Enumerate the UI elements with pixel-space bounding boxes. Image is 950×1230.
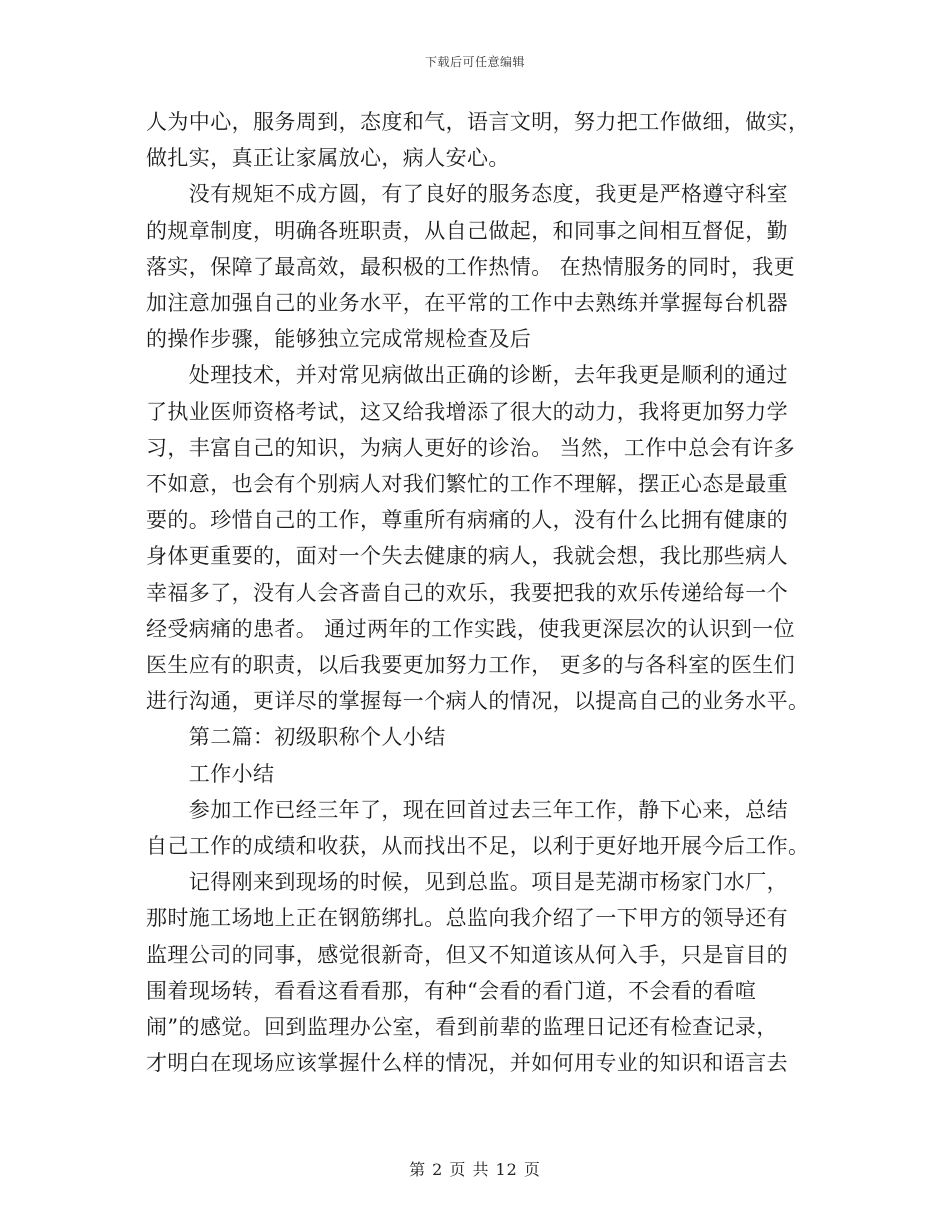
text-line: 闹”的感觉。回到监理办公室，看到前辈的监理日记还有检查记录， — [146, 1015, 778, 1040]
subsection-heading: 工作小结 — [146, 761, 275, 786]
text-line: 围着现场转，看看这看看那，有种“会看的看门道，不会看的看喧 — [146, 978, 757, 1003]
text-line: 做扎实，真正让家属放心，病人安心。 — [146, 146, 510, 171]
text-line: 了执业医师资格考试，这又给我增添了很大的动力，我将更加努力学 — [146, 399, 788, 424]
text-line: 医生应有的职责，以后我要更加努力工作， 更多的与各科室的医生们 — [146, 653, 796, 678]
text-line: 进行沟通，更详尽的掌握每一个病人的情况，以提高自己的业务水平。 — [146, 689, 810, 714]
page-number-total: 12 — [495, 1160, 518, 1179]
section-heading: 第二篇：初级职称个人小结 — [146, 725, 446, 750]
text-line: 的操作步骤，能够独立完成常规检查及后 — [146, 327, 532, 352]
text-line: 那时施工场地上正在钢筋绑扎。总监向我介绍了一下甲方的领导还有 — [146, 906, 788, 931]
text-line: 落实，保障了最高效，最积极的工作热情。 在热情服务的同时，我更 — [146, 254, 796, 279]
page-number-prefix: 第 — [409, 1160, 427, 1179]
text-line: 参加工作已经三年了，现在回首过去三年工作，静下心来，总结 — [146, 797, 788, 822]
text-line: 的规章制度，明确各班职责，从自己做起，和同事之间相互督促，勤 — [146, 218, 788, 243]
text-line: 身体更重要的，面对一个失去健康的病人，我就会想，我比那些病人 — [146, 544, 788, 569]
page-number-middle: 页 共 — [449, 1160, 490, 1179]
page-footer — [0, 1157, 950, 1180]
text-line: 自己工作的成绩和收获，从而找出不足，以利于更好地开展今后工作。 — [146, 834, 810, 859]
page-number-suffix: 页 — [523, 1160, 541, 1179]
text-line: 经受病痛的患者。 通过两年的工作实践，使我更深层次的认识到一位 — [146, 616, 796, 641]
text-line: 习，丰富自己的知识，为病人更好的诊治。 当然，工作中总会有许多 — [146, 435, 796, 460]
text-line: 加注意加强自己的业务水平，在平常的工作中去熟练并掌握每台机器 — [146, 291, 788, 316]
text-line: 才明白在现场应该掌握什么样的情况，并如何用专业的知识和语言去 — [146, 1051, 788, 1076]
text-line: 人为中心，服务周到，态度和气，语言文明，努力把工作做细，做实， — [146, 110, 810, 134]
text-line: 幸福多了，没有人会吝啬自己的欢乐，我要把我的欢乐传递给每一个 — [146, 580, 788, 605]
text-line: 没有规矩不成方圆，有了良好的服务态度，我更是严格遵守科室 — [146, 182, 788, 207]
text-line: 要的。珍惜自己的工作，尊重所有病痛的人，没有什么比拥有健康的 — [146, 508, 788, 533]
text-line: 不如意，也会有个别病人对我们繁忙的工作不理解，摆正心态是最重 — [146, 472, 788, 497]
text-line: 处理技术，并对常见病做出正确的诊断，去年我更是顺利的通过 — [146, 363, 788, 388]
text-line: 记得刚来到现场的时候，见到总监。项目是芜湖市杨家门水厂， — [146, 870, 788, 895]
page-header: 下载后可任意编辑 — [424, 55, 525, 69]
text-line: 监理公司的同事，感觉很新奇，但又不知道该从何入手，只是盲目的 — [146, 942, 788, 967]
document-body — [146, 104, 810, 1081]
page-number-current: 2 — [432, 1160, 444, 1179]
